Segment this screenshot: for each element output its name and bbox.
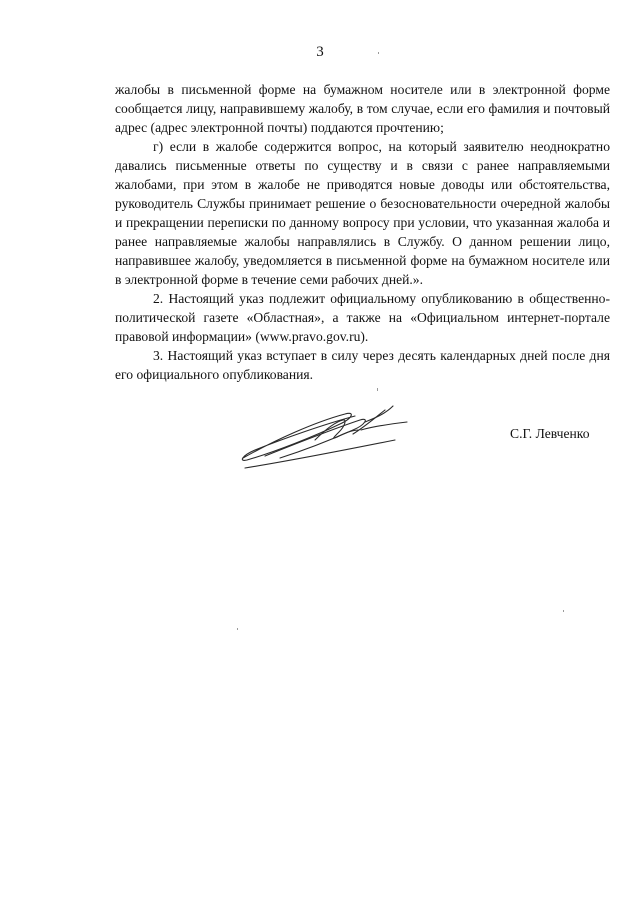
scan-speck — [378, 52, 379, 54]
paragraph-1: жалобы в письменной форме на бумажном носителе или в электронной форме сообщается лицу, направившему жалобу, в том случае, если его фамилия и почтовый адрес (адрес электронной почты) поддаются прочтению; — [115, 82, 610, 135]
scan-speck — [237, 628, 238, 630]
handwritten-signature — [235, 400, 415, 470]
paragraph-2: г) если в жалобе содержится вопрос, на который заявителю неоднократно давались письменные ответы по существу и в связи с ранее направляемыми жалобами, при этом в жалобе не приводятся новые доводы или обстоятельства, руководитель Службы принимает решение о безосновательности очередной жалобы и прекращении переписки по данному вопросу при условии, что указанная жалоба и ранее направляемые жалобы направлялись в Службу. О данном решении лицо, направившее жалобу, уведомляется в письменной форме на бумажном носителе или в электронной форме в течение семи рабочих дней.». — [115, 139, 610, 287]
paragraph-4: 3. Настоящий указ вступает в силу через десять календарных дней после дня его официального опубликования. — [115, 348, 610, 382]
page-number: 3 — [316, 44, 324, 60]
scan-speck — [377, 388, 378, 391]
document-body — [115, 80, 610, 384]
signer-name: С.Г. Левченко — [510, 426, 590, 441]
paragraph-3: 2. Настоящий указ подлежит официальному опубликованию в общественно-политической газете «Областная», а также на «Официальном интернет-портале правовой информации» (www.pravo.gov.ru). — [115, 291, 610, 344]
scan-speck — [563, 610, 564, 612]
